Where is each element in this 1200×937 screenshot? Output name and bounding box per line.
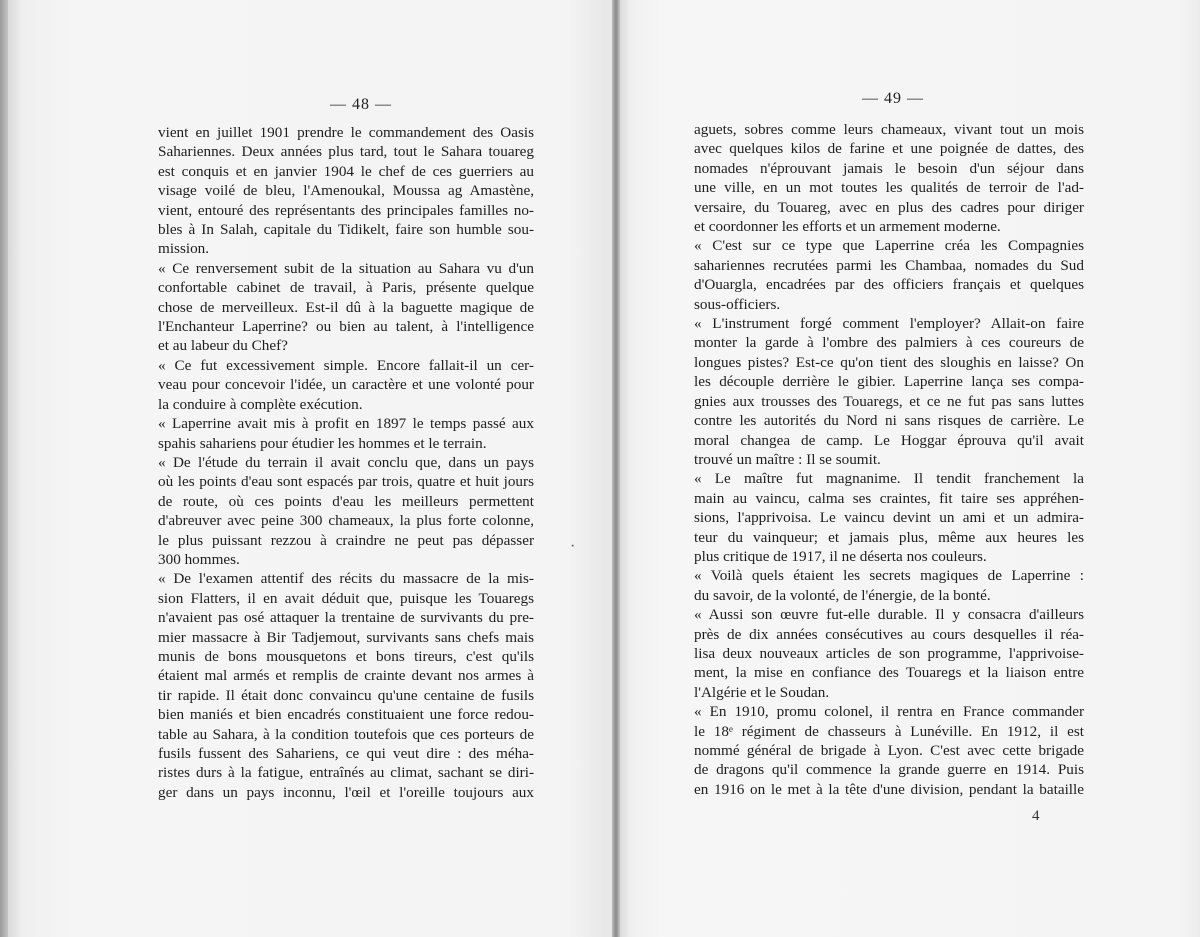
right-page <box>620 0 1200 937</box>
text-line: sion Flatters, il en avait déduit que, puisque les Touaregs <box>158 589 534 607</box>
text-line: le plus puissant rezzou à craindre ne peut pas dépasser <box>158 531 534 549</box>
text-line: teur du vainqueur; et jamais plus, même aux heures les <box>694 528 1084 546</box>
signature-mark: 4 <box>1032 808 1040 824</box>
text-line: bles à In Salah, capitale du Tidikelt, faire son humble sou- <box>158 221 534 239</box>
text-line: « Laperrine avait mis à profit en 1897 le temps passé aux <box>158 415 534 433</box>
speck-mark: · <box>570 538 576 555</box>
text-line: « De l'examen attentif des récits du massacre de la mis- <box>158 570 534 588</box>
text-line: fusils fussent des Sahariens, ce qui veut dire : des méha- <box>158 745 534 762</box>
text-line: veau pour concevoir l'idée, un caractère et une volonté pour <box>158 376 534 394</box>
text-line: est conquis et en janvier 1904 le chef de ces guerriers au <box>158 162 534 180</box>
text-line: longues pistes? Est-ce qu'on tient des sloughis en laisse? On <box>694 353 1084 371</box>
left-page-text <box>158 123 534 802</box>
text-line: lisa deux nouveaux articles de son programme, l'apprivoise- <box>694 644 1084 662</box>
text-line: plus critique de 1917, il ne déserta nos couleurs. <box>694 547 987 565</box>
text-line: munis de bons mousquetons et bons tireurs, c'est qu'ils <box>158 647 534 665</box>
text-line: confortable cabinet de travail, à Paris, présente quelque <box>158 279 534 297</box>
text-line: « C'est sur ce type que Laperrine créa les Compagnies <box>694 237 1084 255</box>
text-line: « Voilà quels étaient les secrets magiques de Laperrine : <box>694 567 1084 585</box>
text-line: « En 1910, promu colonel, il rentra en France commander <box>694 703 1084 721</box>
text-line: « Aussi son œuvre fut-elle durable. Il y consacra d'ailleurs <box>694 606 1084 624</box>
text-line: de route, où ces points d'eau les meilleurs permettent <box>158 492 534 510</box>
text-line: où les points d'eau sont espacés par trois, quatre et huit jours <box>158 473 534 491</box>
text-line: trouvé un maître : Il se soumit. <box>694 450 881 468</box>
text-line: avec quelques kilos de farine et une poignée de dattes, des <box>694 140 1084 158</box>
text-line: l'Enchanteur Laperrine? ou bien au talent, à l'intelligence <box>158 318 534 336</box>
text-line: ristes durs à la fatigue, entraînés au climat, sachant se diri- <box>158 764 534 782</box>
text-line: « Le maître fut magnanime. Il tendit franchement la <box>694 470 1084 488</box>
text-line: « De l'étude du terrain il avait conclu que, dans un pays <box>158 453 534 471</box>
text-line: versaire, du Touareg, avec en plus des cadres pour diriger <box>694 198 1084 216</box>
page-number-left: — 48 — <box>330 96 392 113</box>
text-line: d'abreuver avec peine 300 chameaux, la plus forte colonne, <box>158 512 534 530</box>
text-line: étaient mal armés et remplis de crainte devant nos armes à <box>158 667 534 685</box>
text-line: les découple derrière le gibier. Laperrine lança ses compa- <box>694 373 1084 391</box>
text-line: sions, l'apprivoisa. Le vaincu devint un ami et un admira- <box>694 509 1084 527</box>
text-line: moral changea de camp. Le Hoggar éprouva qu'il avait <box>694 431 1084 449</box>
text-line: Sahariennes. Deux années plus tard, tout le Sahara touareg <box>158 143 534 161</box>
text-line: vient, entouré des représentants des principales familles no- <box>158 201 534 219</box>
text-line: ment, la mise en confiance des Touaregs et la liaison entre <box>694 664 1084 682</box>
text-line: monter la garde à l'ombre des palmiers à ces coureurs de <box>694 334 1084 352</box>
text-line: de dragons qu'il commence la grande guerre en 1914. Puis <box>694 761 1084 779</box>
text-line: la conduire à complète exécution. <box>158 395 363 413</box>
text-line: visage voilé de bleu, l'Amenoukal, Moussa ag Amastène, <box>158 182 534 200</box>
text-line: bien maniés et bien encadrés constituaient une force redou- <box>158 706 534 724</box>
book-gutter <box>612 0 620 937</box>
text-line: mier massacre à Bir Tadjemout, survivants sans chefs mais <box>158 628 534 646</box>
text-line: vient en juillet 1901 prendre le commandement des Oasis <box>158 124 534 141</box>
text-line: « L'instrument forgé comment l'employer? Allait-on faire <box>694 315 1084 333</box>
text-line: en 1916 on le met à la tête d'une division, pendant la bataille <box>694 780 1084 798</box>
text-line: nomades n'éprouvant jamais le besoin d'un séjour dans <box>694 159 1084 177</box>
text-line: nommé général de brigade à Lyon. C'est avec cette brigade <box>694 742 1084 759</box>
text-line: le 18ᵉ régiment de chasseurs à Lunéville. En 1912, il est <box>694 722 1084 740</box>
text-line: table au Sahara, à la condition toutefois que ces porteurs de <box>158 725 534 743</box>
text-line: 300 hommes. <box>158 550 240 568</box>
text-line: « Ce fut excessivement simple. Encore fallait-il un cer- <box>158 356 534 374</box>
text-line: gnies aux trousses des Touaregs, et ce ne fut pas sans luttes <box>694 392 1084 410</box>
text-line: d'Ouargla, encadrées par des officiers français et quelques <box>694 276 1084 294</box>
text-line: « Ce renversement subit de la situation au Sahara vu d'un <box>158 259 534 277</box>
text-line: et coordonner les efforts et un armement moderne. <box>694 218 1001 236</box>
text-line: tir rapide. Il était donc convaincu qu'une centaine de fusils <box>158 686 534 704</box>
page-number-right: — 49 — <box>862 90 924 107</box>
text-line: main au vaincu, calma ses craintes, fit taire ses appréhen- <box>694 489 1084 507</box>
text-line: aguets, sobres comme leurs chameaux, vivant tout un mois <box>694 121 1084 138</box>
text-line: n'avaient pas osé attaquer la trentaine de survivants du pre- <box>158 609 534 627</box>
text-line: chose de merveilleux. Est-il dû à la baguette magique de <box>158 298 534 316</box>
text-line: l'Algérie et le Soudan. <box>694 683 830 701</box>
text-line: du savoir, de la volonté, de l'énergie, de la bonté. <box>694 586 991 604</box>
text-line: et au labeur du Chef? <box>158 337 288 355</box>
text-line: ger dans un pays inconnu, l'œil et l'oreille toujours aux <box>158 783 534 801</box>
text-line: sous-officiers. <box>694 295 781 313</box>
text-line: une ville, en un mot toutes les qualités de terroir de l'ad- <box>694 179 1084 197</box>
left-page <box>8 0 612 937</box>
text-line: contre les autorités du Nord ni sans risques de carrière. Le <box>694 412 1084 430</box>
text-line: près de dix années consécutives au cours desquelles il réa- <box>694 625 1084 643</box>
right-page-text <box>694 120 1084 799</box>
text-line: spahis sahariens pour étudier les hommes et le terrain. <box>158 434 487 452</box>
text-line: mission. <box>158 240 210 258</box>
text-line: sahariennes recrutées parmi les Chambaa, nomades du Sud <box>694 256 1084 274</box>
